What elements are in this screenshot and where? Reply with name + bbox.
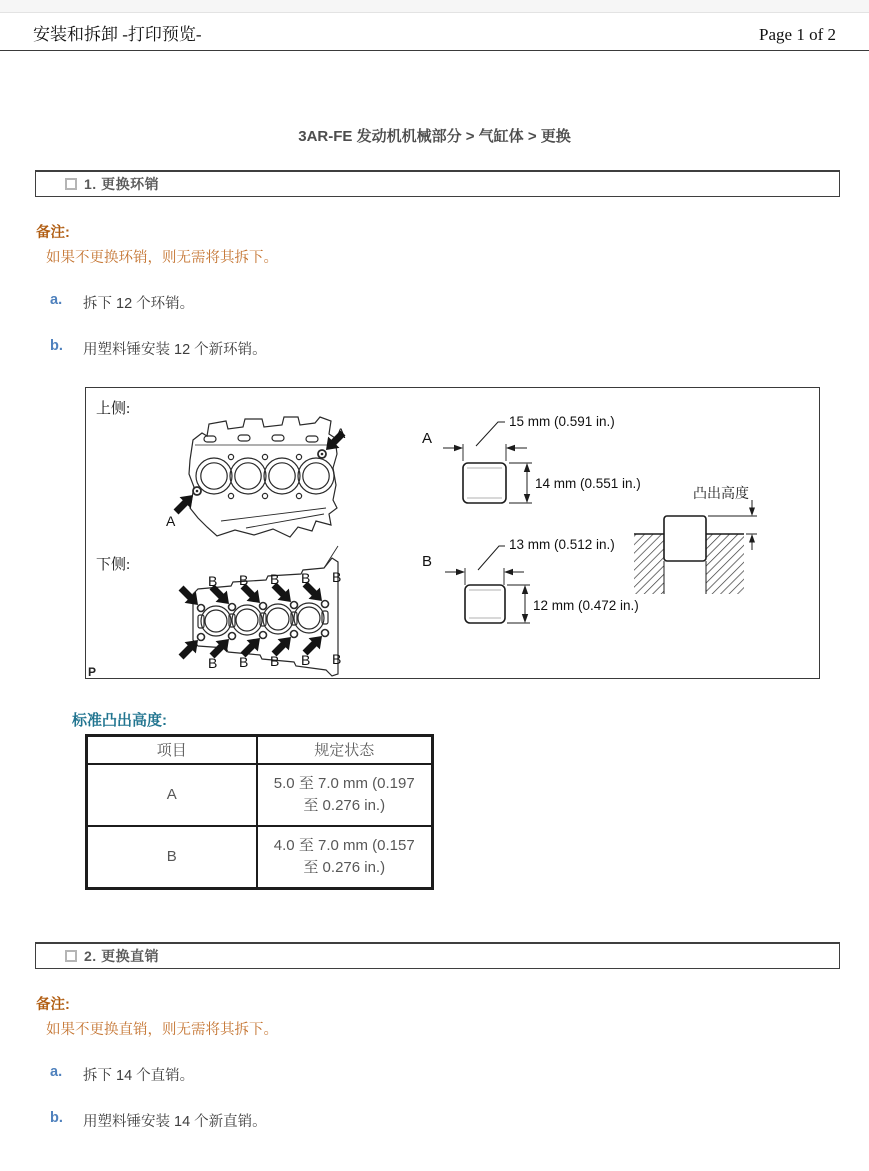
pin-a-label: A <box>336 425 346 441</box>
note-text: 如果不更换直销，则无需将其拆下。 <box>46 1021 278 1038</box>
header-divider <box>0 50 869 51</box>
page-number: Page 1 of 2 <box>759 25 836 44</box>
section-2-header-bar <box>35 942 840 969</box>
pin-b-label: B <box>270 571 280 587</box>
step-letter: b. <box>50 338 63 354</box>
bottom-padding <box>0 1131 869 1171</box>
spec-item-b: B <box>87 826 257 889</box>
pin-b-label: B <box>270 653 280 669</box>
spec-table-header-item: 项目 <box>87 736 257 764</box>
pin-a-label: A <box>166 513 176 529</box>
step-text: 用塑料锤安装 14 个新直销。 <box>83 1113 267 1130</box>
engine-block-top-view <box>189 417 337 537</box>
print-header <box>0 13 869 49</box>
pin-a-label: A <box>422 430 433 447</box>
section-2-step-a <box>50 1064 869 1085</box>
spec-value-b: 4.0 至 7.0 mm (0.157 至 0.276 in.) <box>257 826 433 889</box>
pin-b-label: B <box>208 655 218 671</box>
section-1-step-a <box>50 292 869 313</box>
pin-b-label: B <box>422 553 433 570</box>
step-letter: a. <box>50 292 63 308</box>
section-1-title: 1. 更换环销 <box>84 176 160 192</box>
pin-b-label: B <box>301 652 311 668</box>
dim-a-height-text: 14 mm (0.551 in.) <box>535 476 641 491</box>
protrusion-height-detail <box>634 485 757 594</box>
figure-corner-mark: P <box>88 665 97 678</box>
section-1-note <box>36 221 869 267</box>
note-text: 如果不更换环销，则无需将其拆下。 <box>46 250 278 266</box>
spec-value-a: 5.0 至 7.0 mm (0.197 至 0.276 in.) <box>257 764 433 826</box>
step-text: 用塑料锤安装 12 个新环销。 <box>83 342 267 358</box>
section-2-checkbox[interactable] <box>65 950 77 962</box>
step-letter: b. <box>50 1109 63 1126</box>
pin-b-label: B <box>239 654 249 670</box>
step-text: 拆下 12 个环销。 <box>83 296 195 312</box>
section-2-step-b <box>50 1110 869 1131</box>
note-label: 备注: <box>36 996 70 1013</box>
spec-item-a: A <box>87 764 257 826</box>
pin-b-label: B <box>332 569 342 585</box>
step-letter: a. <box>50 1063 63 1080</box>
page-title: 3AR-FE 发动机机械部分 > 气缸体 > 更换 <box>298 128 571 145</box>
pin-location-figure <box>85 387 820 679</box>
pin-b-dimension-detail <box>422 537 639 623</box>
bottom-view-label: 下侧: <box>96 557 131 573</box>
browser-chrome-strip <box>0 0 869 13</box>
section-2-title: 2. 更换直销 <box>84 947 160 964</box>
pin-b-label: B <box>239 572 249 588</box>
protrusion-label: 凸出高度 <box>693 487 749 502</box>
pin-b-label: B <box>301 570 311 586</box>
note-label: 备注: <box>36 225 70 241</box>
step-text: 拆下 14 个直销。 <box>83 1067 195 1084</box>
dim-b-width-text: 13 mm (0.512 in.) <box>509 537 615 552</box>
table-row <box>87 826 433 889</box>
spec-table-header-condition: 规定状态 <box>257 736 433 764</box>
section-1-checkbox[interactable] <box>65 178 77 190</box>
table-row <box>87 764 433 826</box>
spec-table-caption: 标准凸出高度: <box>72 712 167 729</box>
spec-table <box>85 734 434 890</box>
dim-b-height-text: 12 mm (0.472 in.) <box>533 598 639 613</box>
print-header-title: 安装和拆卸 -打印预览- <box>33 25 202 44</box>
section-1-header-bar <box>35 170 840 197</box>
top-view-label: 上侧: <box>96 401 131 417</box>
pin-b-label: B <box>208 573 218 589</box>
dim-a-width-text: 15 mm (0.591 in.) <box>509 414 615 429</box>
section-1-step-b <box>50 338 869 359</box>
section-2-note <box>36 993 869 1039</box>
pin-b-label: B <box>332 651 342 667</box>
pin-a-dimension-detail <box>422 414 641 503</box>
